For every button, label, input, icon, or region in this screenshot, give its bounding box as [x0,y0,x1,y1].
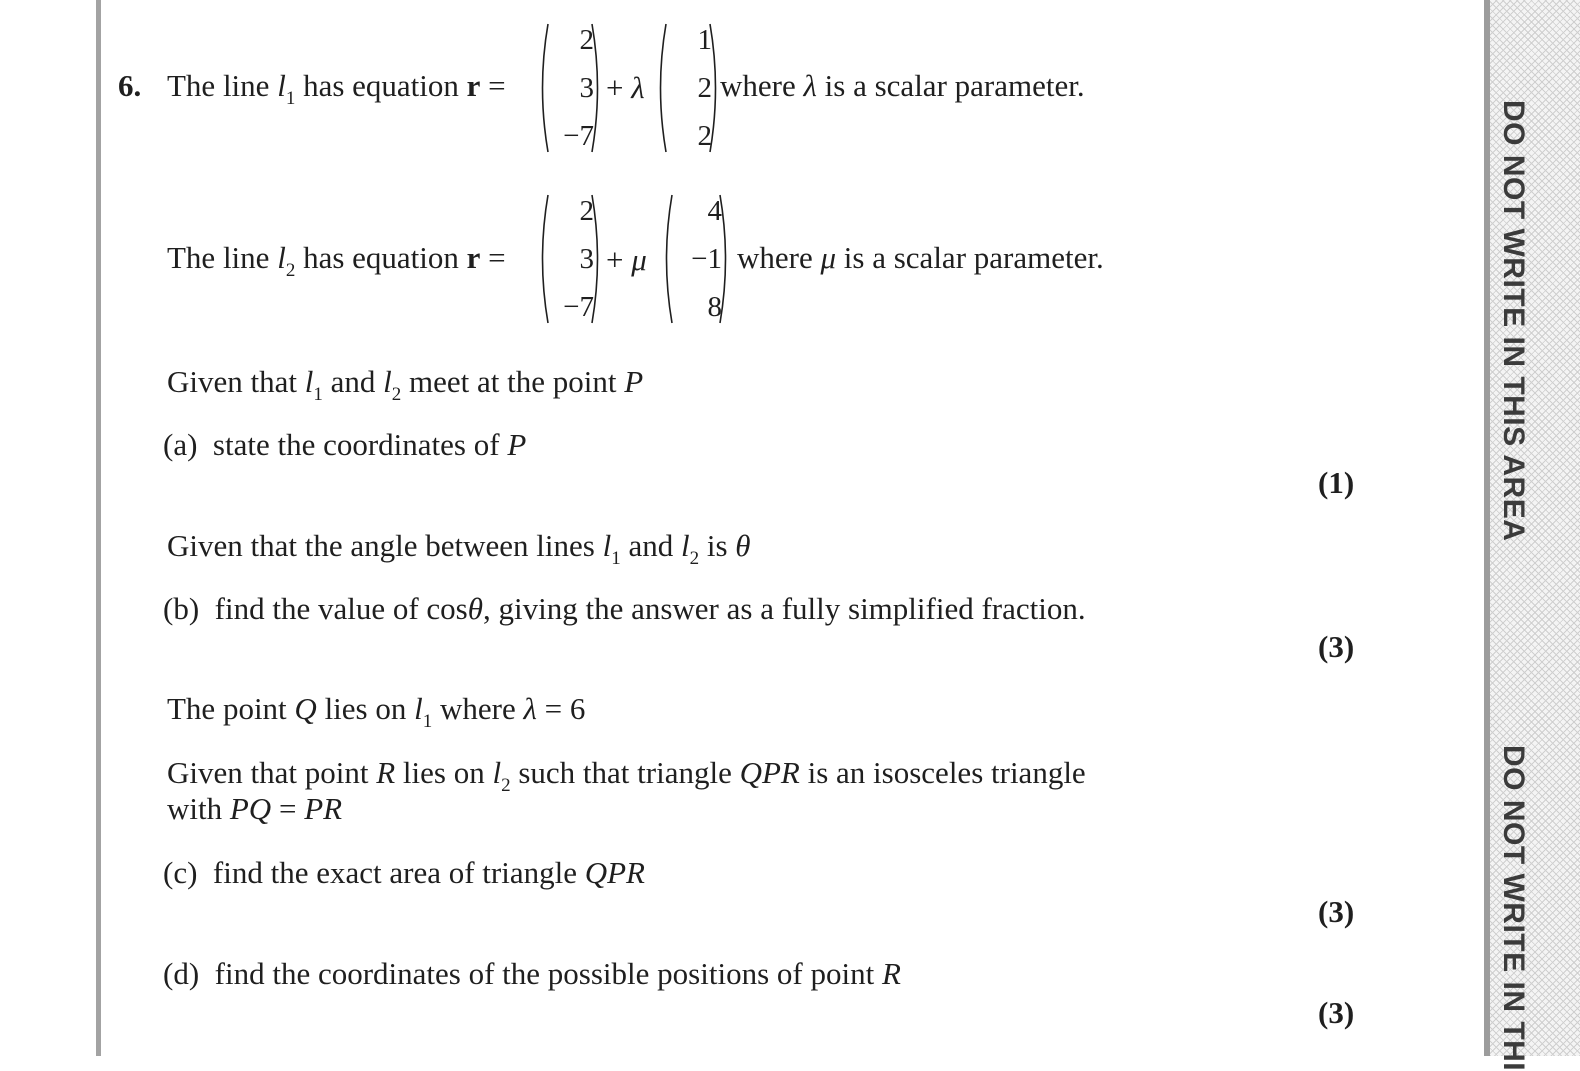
left-margin-rule [96,0,101,1056]
vector-entry: −1 [691,243,722,275]
given-r-text: Given that point R lies on $l_2$ such that triangle QPR is an isosceles triangle [167,755,1086,796]
vector-entry: 2 [579,24,594,56]
part-c-text: (c) find the exact area of triangle QPR [163,855,645,890]
do-not-write-warning: DO NOT WRITE IN THIS AREA [1497,100,1530,542]
vector-entry: 3 [579,72,594,104]
part-d-marks: (3) [1318,995,1355,1030]
line2-statement: The line $l_2$ has equation r = [167,240,506,281]
given-r-text-cont: with PQ = PR [167,791,343,826]
part-c-marks: (3) [1318,894,1355,929]
do-not-write-warning-2: DO NOT WRITE IN THI [1497,745,1530,1071]
given-meet-text: Given that $l_1$ and $l_2$ meet at the point P [167,364,644,405]
part-b-marks: (3) [1318,629,1355,664]
vector-entry: 1 [697,24,712,56]
line2-where: where μ is a scalar parameter. [737,240,1104,275]
vector-entry: 8 [707,291,722,323]
part-d-text: (d) find the coordinates of the possible positions of point R [163,956,901,991]
part-a-marks: (1) [1318,465,1355,500]
vector-entry: −7 [563,291,594,323]
line2-position-vector [536,193,604,325]
part-a-text: (a) state the coordinates of P [163,427,527,462]
line2-plus-param: + μ [606,242,647,277]
line1-where: where λ is a scalar parameter. [720,68,1085,103]
question-number: 6. [118,68,142,103]
vector-entry: 2 [697,120,712,152]
part-b-text: (b) find the value of cosθ, giving the answer as a fully simplified fraction. [163,591,1086,626]
line1-plus-param: + λ [606,70,645,105]
line2-direction-vector [660,193,732,325]
line1-direction-vector [654,22,722,154]
line1-statement: The line $l_1$ has equation r = [167,68,506,109]
line1-position-vector [536,22,604,154]
vector-entry: 2 [579,195,594,227]
given-angle-text: Given that the angle between lines $l_1$ and $l_2$ is θ [167,528,751,569]
vector-entry: 4 [707,195,722,227]
vector-entry: 3 [579,243,594,275]
vector-entry: 2 [697,72,712,104]
point-q-text: The point Q lies on $l_1$ where λ = 6 [167,691,586,732]
vector-entry: −7 [563,120,594,152]
